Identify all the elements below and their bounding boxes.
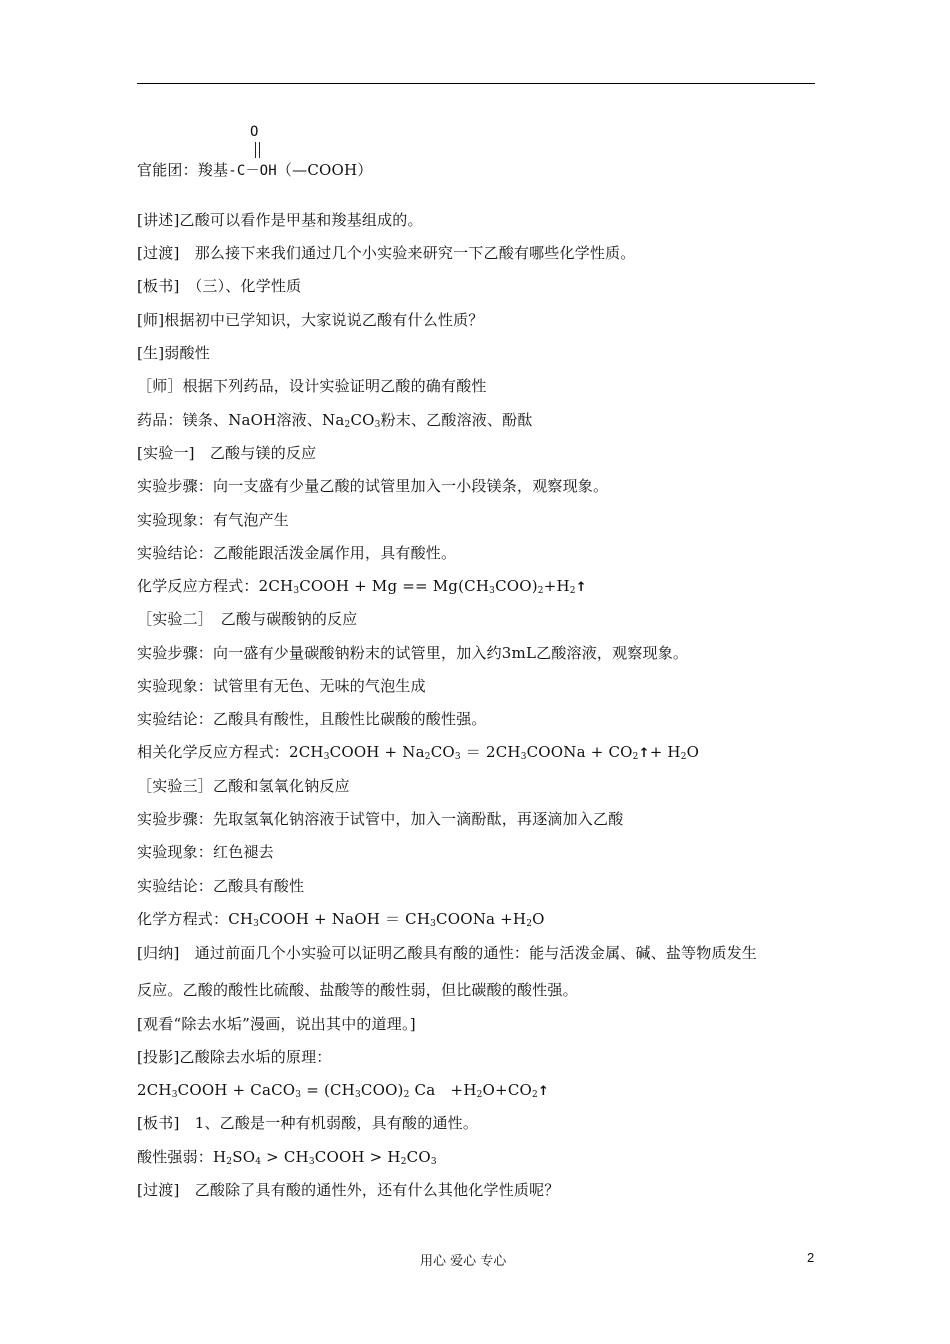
text-line: 反应。乙酸的酸性比硫酸、盐酸等的酸性弱，但比碳酸的酸性强。	[137, 981, 578, 999]
text-line: [生]弱酸性	[137, 344, 210, 362]
carboxyl-formula: （—COOH）	[276, 161, 373, 179]
text-line: 实验结论：乙酸能跟活泼金属作用，具有酸性。	[137, 544, 457, 562]
text-line: ［实验三］乙酸和氢氧化钠反应	[137, 777, 350, 795]
text-line: [归纳] 通过前面几个小实验可以证明乙酸具有酸的通性：能与活泼金属、碱、盐等物质发生	[137, 944, 758, 962]
text-line: [板书] （三）、化学性质	[137, 277, 302, 295]
text-line: [板书] 1、乙酸是一种有机弱酸，具有酸的通性。	[137, 1114, 479, 1132]
reagents-line: 药品：镁条、NaOH溶液、$Na_2CO_3$粉末、乙酸溶液、酚酞	[137, 411, 533, 430]
header-rule	[137, 83, 815, 84]
text-line: ［实验二］ 乙酸与碳酸钠的反应	[137, 610, 358, 628]
text-line: 实验步骤：先取氢氧化钠溶液于试管中，加入一滴酚酞，再逐滴加入乙酸	[137, 810, 624, 828]
text-line: 实验结论：乙酸具有酸性	[137, 877, 305, 895]
text-line: [投影]乙酸除去水垢的原理：	[137, 1048, 332, 1066]
functional-group-line	[137, 160, 372, 181]
footer-motto: 用心 爱心 专心	[420, 1254, 507, 1269]
text-line: ［师］根据下列药品，设计实验证明乙酸的确有酸性	[137, 377, 487, 395]
page-number: 2	[807, 1250, 815, 1265]
text-line: [师]根据初中已学知识，大家说说乙酸有什么性质？	[137, 311, 484, 329]
equation-line: 化学方程式：$CH_3COOH$ + NaOH ＝ $CH_3COONa +H_2O$	[137, 910, 545, 929]
carbonyl-oxygen: O	[250, 124, 259, 140]
text-line: [讲述]乙酸可以看作是甲基和羧基组成的。	[137, 211, 423, 229]
text-line: [实验一] 乙酸与镁的反应	[137, 444, 317, 462]
equation-line: 化学反应方程式：$2CH_3COOH + Mg$ == $Mg(CH_3COO)_2+H_2↑$	[137, 577, 587, 596]
text-line: 实验现象：试管里有无色、无味的气泡生成	[137, 677, 426, 695]
text-line: [过渡] 乙酸除了具有酸的通性外，还有什么其他化学性质呢？	[137, 1181, 560, 1199]
carboxyl-chain: -C－OH	[228, 163, 277, 179]
text-line: 实验现象：红色褪去	[137, 843, 274, 861]
text-line: 实验结论：乙酸具有酸性，且酸性比碳酸的酸性强。	[137, 710, 487, 728]
text-line: 实验步骤：向一支盛有少量乙酸的试管里加入一小段镁条，观察现象。	[137, 477, 609, 495]
equation-line: $2CH_3COOH$ + CaCO$_3$ = $(CH_3COO)_2$ Ca $+H_2O+CO_2↑$	[137, 1081, 550, 1100]
text-line: [观看“除去水垢”漫画，说出其中的道理。]	[137, 1015, 416, 1033]
functional-group-label: 官能团：羧基	[137, 161, 229, 179]
text-line: 实验现象：有气泡产生	[137, 511, 290, 529]
double-bond	[254, 142, 261, 158]
text-line: [过渡] 那么接下来我们通过几个小实验来研究一下乙酸有哪些化学性质。	[137, 244, 636, 262]
acidity-order-line: 酸性强弱：$H_2SO_4$ > $CH_3COOH > H_2CO_3$	[137, 1148, 437, 1167]
text-line: 实验步骤：向一盛有少量碳酸钠粉末的试管里，加入约3mL乙酸溶液，观察现象。	[137, 644, 689, 662]
equation-line: 相关化学反应方程式：$2CH_3COOH + Na_2CO_3$ ＝ $2CH_3COONa$ + $CO_2↑+ H_2O$	[137, 743, 700, 762]
